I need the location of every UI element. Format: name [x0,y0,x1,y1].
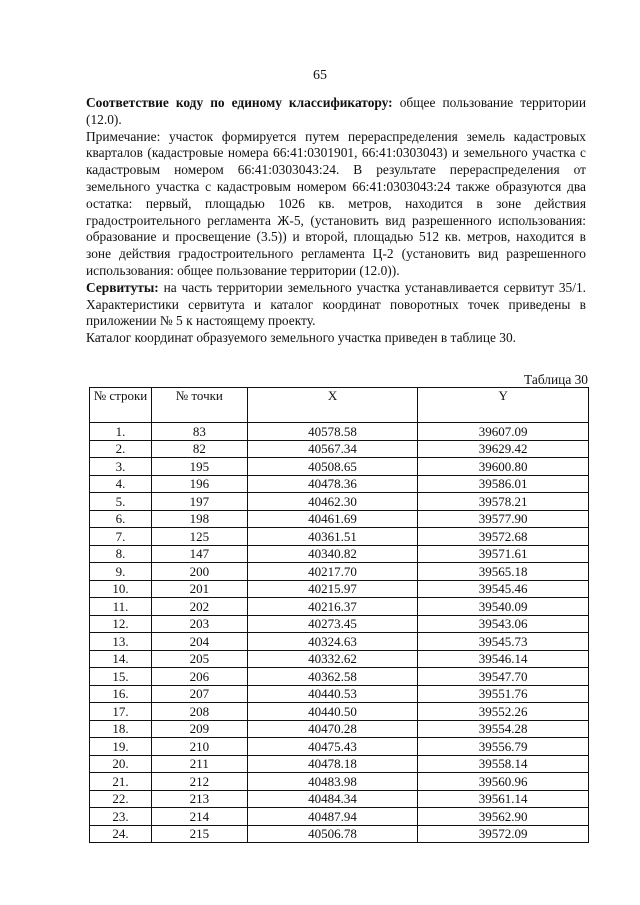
header-point-number: № точки [151,388,247,423]
cell-row-number: 1. [90,423,152,441]
cell-x: 40440.53 [247,685,418,703]
table-row [90,475,589,493]
cell-x: 40578.58 [247,423,418,441]
cell-y: 39556.79 [418,738,589,756]
table-row [90,633,589,651]
table-row [90,703,589,721]
cell-point-number: 201 [151,580,247,598]
cell-row-number: 12. [90,615,152,633]
cell-y: 39545.46 [418,580,589,598]
coordinates-table [89,387,589,843]
table-caption: Таблица 30 [524,372,588,387]
cell-y: 39586.01 [418,475,589,493]
cell-row-number: 19. [90,738,152,756]
cell-row-number: 5. [90,493,152,511]
cell-x: 40216.37 [247,598,418,616]
cell-row-number: 10. [90,580,152,598]
table-row [90,685,589,703]
cell-point-number: 212 [151,773,247,791]
cell-row-number: 22. [90,790,152,808]
cell-row-number: 4. [90,475,152,493]
cell-point-number: 213 [151,790,247,808]
cell-row-number: 6. [90,510,152,528]
table-row [90,790,589,808]
cell-point-number: 208 [151,703,247,721]
cell-row-number: 11. [90,598,152,616]
cell-row-number: 17. [90,703,152,721]
cell-point-number: 214 [151,808,247,826]
table-row [90,650,589,668]
cell-row-number: 23. [90,808,152,826]
cell-point-number: 209 [151,720,247,738]
cell-y: 39565.18 [418,563,589,581]
cell-row-number: 3. [90,458,152,476]
table-row [90,598,589,616]
cell-x: 40440.50 [247,703,418,721]
cell-point-number: 196 [151,475,247,493]
cell-x: 40332.62 [247,650,418,668]
table-row [90,528,589,546]
catalog-note: Каталог координат образуемого земельного участка приведен в таблице 30. [86,330,517,346]
cell-y: 39546.14 [418,650,589,668]
servitudes-paragraph [86,280,586,330]
cell-row-number: 8. [90,545,152,563]
cell-row-number: 9. [90,563,152,581]
cell-y: 39577.90 [418,510,589,528]
cell-point-number: 207 [151,685,247,703]
cell-point-number: 215 [151,825,247,843]
cell-y: 39540.09 [418,598,589,616]
table-row [90,458,589,476]
cell-y: 39554.28 [418,720,589,738]
cell-x: 40470.28 [247,720,418,738]
cell-row-number: 7. [90,528,152,546]
header-row-number: № строки [90,388,152,423]
cell-row-number: 2. [90,440,152,458]
cell-x: 40478.36 [247,475,418,493]
cell-point-number: 198 [151,510,247,528]
cell-row-number: 18. [90,720,152,738]
table-row [90,755,589,773]
cell-point-number: 147 [151,545,247,563]
cell-row-number: 20. [90,755,152,773]
cell-x: 40483.98 [247,773,418,791]
cell-point-number: 211 [151,755,247,773]
cell-point-number: 210 [151,738,247,756]
table-row [90,808,589,826]
cell-point-number: 82 [151,440,247,458]
table-row [90,668,589,686]
table-body [90,423,589,843]
cell-y: 39543.06 [418,615,589,633]
classifier-label: Соответствие коду по единому классификатору: [86,95,393,110]
cell-x: 40362.58 [247,668,418,686]
cell-point-number: 197 [151,493,247,511]
cell-point-number: 204 [151,633,247,651]
cell-y: 39629.42 [418,440,589,458]
table-row [90,493,589,511]
cell-y: 39578.21 [418,493,589,511]
cell-y: 39561.14 [418,790,589,808]
table-row [90,773,589,791]
cell-y: 39558.14 [418,755,589,773]
cell-x: 40567.34 [247,440,418,458]
cell-point-number: 205 [151,650,247,668]
cell-y: 39560.96 [418,773,589,791]
cell-y: 39572.09 [418,825,589,843]
table-row [90,423,589,441]
cell-x: 40484.34 [247,790,418,808]
cell-y: 39551.76 [418,685,589,703]
table-row [90,563,589,581]
cell-x: 40217.70 [247,563,418,581]
cell-point-number: 203 [151,615,247,633]
cell-y: 39562.90 [418,808,589,826]
table-row [90,545,589,563]
header-y: Y [418,388,589,423]
cell-x: 40462.30 [247,493,418,511]
table-row [90,580,589,598]
cell-x: 40273.45 [247,615,418,633]
cell-x: 40508.65 [247,458,418,476]
cell-y: 39607.09 [418,423,589,441]
table-row [90,615,589,633]
cell-x: 40361.51 [247,528,418,546]
table-row [90,720,589,738]
table-row [90,510,589,528]
cell-point-number: 202 [151,598,247,616]
table-row [90,825,589,843]
cell-point-number: 195 [151,458,247,476]
table-row [90,440,589,458]
cell-x: 40324.63 [247,633,418,651]
cell-point-number: 83 [151,423,247,441]
cell-row-number: 24. [90,825,152,843]
cell-y: 39571.61 [418,545,589,563]
cell-point-number: 206 [151,668,247,686]
cell-y: 39600.80 [418,458,589,476]
cell-row-number: 16. [90,685,152,703]
cell-point-number: 200 [151,563,247,581]
cell-row-number: 14. [90,650,152,668]
classifier-paragraph [86,95,586,129]
table-header-row [90,388,589,423]
classifier-text: общее пользование территории (12.0). [86,95,586,127]
cell-y: 39572.68 [418,528,589,546]
servitudes-text: на часть территории земельного участка устанавливается сервитут 35/1. Характеристики сервитута и каталог координат поворотных точек приведены в приложении № 5 к настоящему проекту. [86,279,586,329]
cell-row-number: 13. [90,633,152,651]
table-row [90,738,589,756]
cell-x: 40340.82 [247,545,418,563]
cell-y: 39547.70 [418,668,589,686]
cell-x: 40478.18 [247,755,418,773]
body-text [86,95,586,347]
cell-point-number: 125 [151,528,247,546]
cell-row-number: 21. [90,773,152,791]
cell-x: 40506.78 [247,825,418,843]
note-paragraph: Примечание: участок формируется путем перераспределения земель кадастровых кварталов (кадастровые номера 66:41:0301901, 66:41:0303043) и земельного участка с кадастровым номером 66:41:0303043:24. В результате перераспределения от земельного участка с кадастровым номером 66:41:0303043:24 также образуются два остатка: первый, площадью 1026 кв. метров, находится в зоне действия градостроительного регламента Ж-5, (установить вид разрешенного использования: образование и просвещение (3.5)) и второй, площадью 512 кв. метров, находится в зоне действия градостроительного регламента Ц-2 (установить вид разрешенного использования: общее пользование территории (12.0)). [86,128,586,278]
servitudes-label: Сервитуты: [86,279,159,295]
cell-x: 40215.97 [247,580,418,598]
cell-x: 40475.43 [247,738,418,756]
cell-y: 39545.73 [418,633,589,651]
header-x: X [247,388,418,423]
cell-row-number: 15. [90,668,152,686]
cell-x: 40461.69 [247,510,418,528]
page-number: 65 [313,68,327,83]
cell-x: 40487.94 [247,808,418,826]
cell-y: 39552.26 [418,703,589,721]
